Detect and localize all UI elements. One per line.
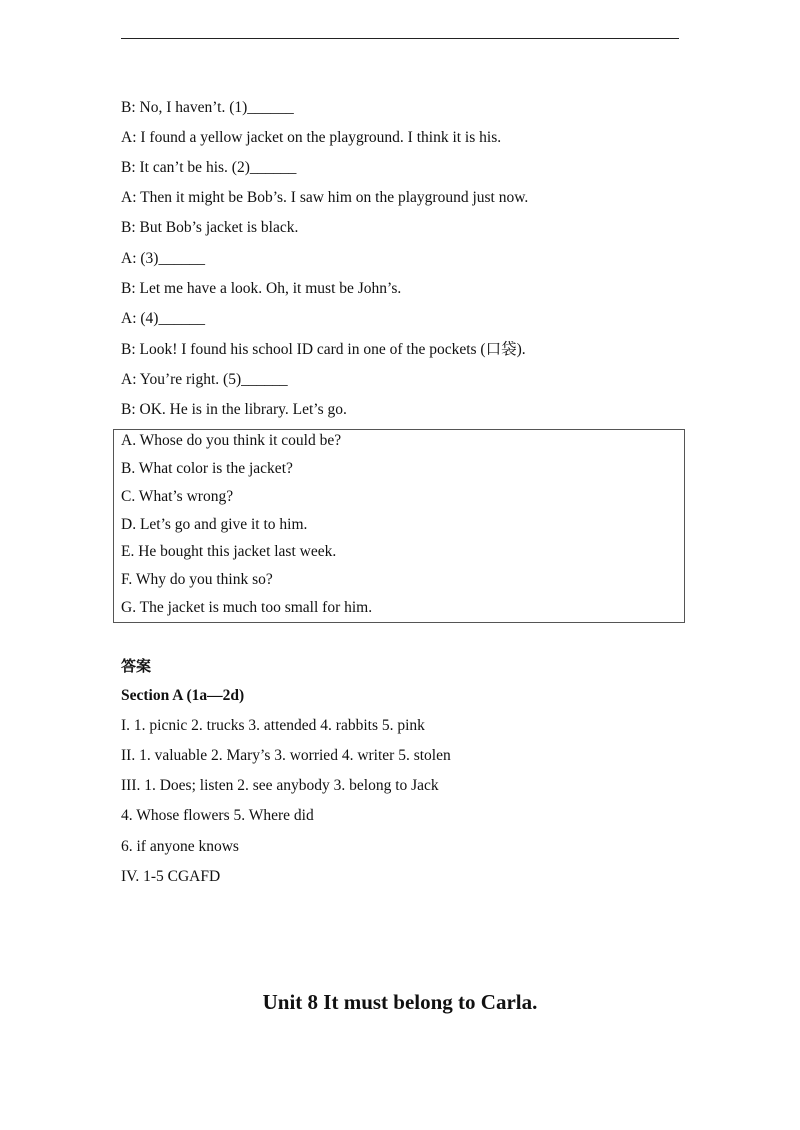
option-d: D. Let’s go and give it to him. <box>121 516 308 533</box>
dialogue-line-7: B: Let me have a look. Oh, it must be John’s. <box>121 280 402 297</box>
answer-line-6: IV. 1-5 CGAFD <box>121 868 221 885</box>
answer-line-5: 6. if anyone knows <box>121 838 239 855</box>
answer-line-3: III. 1. Does; listen 2. see anybody 3. belong to Jack <box>121 777 439 794</box>
dialogue-line-8: A: (4)______ <box>121 310 205 327</box>
option-a: A. Whose do you think it could be? <box>121 432 342 449</box>
answers-heading: 答案 <box>121 657 152 675</box>
header-rule <box>121 38 679 39</box>
dialogue-line-6: A: (3)______ <box>121 250 205 267</box>
option-g: G. The jacket is much too small for him. <box>121 599 373 616</box>
dialogue-line-1: B: No, I haven’t. (1)______ <box>121 99 294 116</box>
option-f: F. Why do you think so? <box>121 571 273 588</box>
answer-line-2: II. 1. valuable 2. Mary’s 3. worried 4. writer 5. stolen <box>121 747 451 764</box>
dialogue-line-11: B: OK. He is in the library. Let’s go. <box>121 401 347 418</box>
dialogue-line-10: A: You’re right. (5)______ <box>121 371 288 388</box>
dialogue-line-5: B: But Bob’s jacket is black. <box>121 219 299 236</box>
dialogue-line-4: A: Then it might be Bob’s. I saw him on the playground just now. <box>121 189 529 206</box>
option-e: E. He bought this jacket last week. <box>121 543 337 560</box>
answer-line-4: 4. Whose flowers 5. Where did <box>121 807 314 824</box>
option-b: B. What color is the jacket? <box>121 460 293 477</box>
answers-section-title: Section A (1a—2d) <box>121 687 245 704</box>
options-box <box>113 429 685 623</box>
dialogue-line-2: A: I found a yellow jacket on the playground. I think it is his. <box>121 129 502 146</box>
option-c: C. What’s wrong? <box>121 488 234 505</box>
dialogue-line-9: B: Look! I found his school ID card in one of the pockets (口袋). <box>121 341 526 358</box>
unit-title: Unit 8 It must belong to Carla. <box>262 990 538 1014</box>
answer-line-1: I. 1. picnic 2. trucks 3. attended 4. rabbits 5. pink <box>121 717 425 734</box>
dialogue-line-3: B: It can’t be his. (2)______ <box>121 159 297 176</box>
